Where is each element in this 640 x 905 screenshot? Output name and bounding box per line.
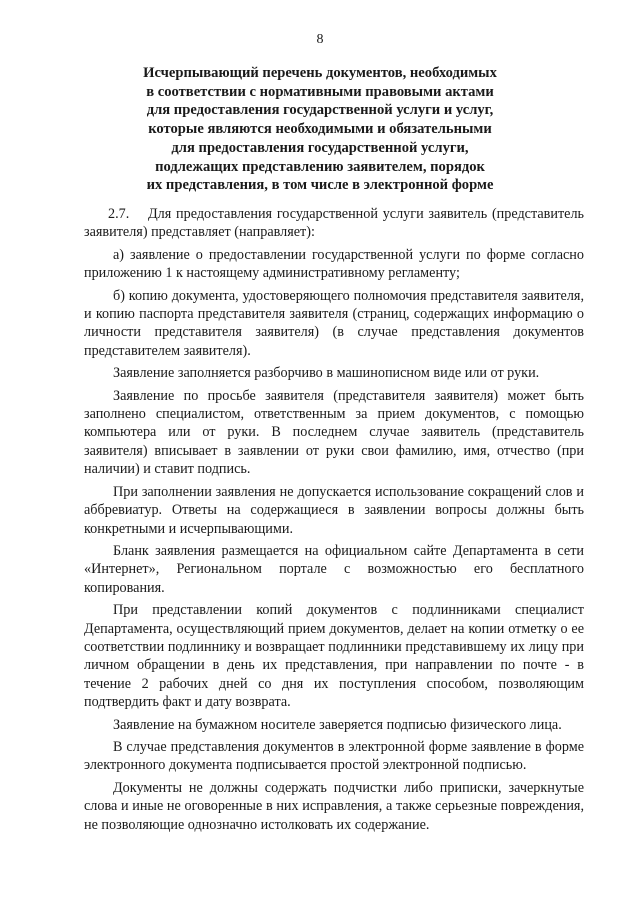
paragraph: При заполнении заявления не допускается использование сокращений слов и аббревиатур. Ответы на содержащиеся в заявлении вопросы должны быть конкретными и исчерпывающими. xyxy=(84,483,584,537)
section-title xyxy=(110,64,530,195)
section-title-line: для предоставления государственной услуги и услуг, xyxy=(146,102,494,119)
paragraph: При представлении копий документов с подлинниками специалист Департамента, осуществляющий прием документов, делает на копии отметку о ее соответствии подлиннику и возвращает подлинники представившему их лицу при личном обращении в день их представления, при направлении по почте - в течение 2 рабочих дней со дня их поступления способом, позволяющим подтвердить факт и дату возврата. xyxy=(84,602,584,711)
section-title-line: в соответствии с нормативными правовыми актами xyxy=(146,83,494,100)
paragraph: Заявление заполняется разборчиво в машинописном виде или от руки. xyxy=(113,365,540,382)
section-title-line: подлежащих представлению заявителем, порядок xyxy=(155,158,485,175)
paragraph: Заявление на бумажном носителе заверяется подписью физического лица. xyxy=(113,716,562,733)
section-title-line: их представления, в том числе в электронной форме xyxy=(146,177,494,194)
paragraph: а) заявление о предоставлении государственной услуги по форме согласно приложению 1 к настоящему административному регламенту; xyxy=(84,246,584,282)
paragraph: В случае представления документов в электронной форме заявление в форме электронного документа подписывается простой электронной подписью. xyxy=(84,738,584,774)
section-title-line: которые являются необходимыми и обязательными xyxy=(148,121,492,138)
paragraph: б) копию документа, удостоверяющего полномочия представителя заявителя, и копию паспорта представителя заявителя (страниц, содержащих информацию о личности представителя заявителя) (в случае представления документов представителем заявителя). xyxy=(84,287,584,359)
section-title-line: Исчерпывающий перечень документов, необходимых xyxy=(143,65,497,81)
paragraph-text: Для предоставления государственной услуги заявитель (представитель заявителя) представляет (направляет): xyxy=(84,206,584,241)
paragraph: Бланк заявления размещается на официальном сайте Департамента в сети «Интернет», Региональном портале с возможностью его бесплатного копирования. xyxy=(84,542,584,596)
clause-number: 2.7. xyxy=(108,206,130,222)
paragraph: Заявление по просьбе заявителя (представителя заявителя) может быть заполнено специалистом, ответственным за прием документов, с помощью компьютера или от руки. В последнем случае заявитель (представитель заявителя) вписывает в заявлении от руки свои фамилию, имя, отчество (при наличии) и ставит подпись. xyxy=(84,387,584,478)
paragraph-2-7 xyxy=(84,205,584,242)
document-body xyxy=(84,205,584,838)
page-number: 8 xyxy=(316,32,324,47)
section-title-line: для предоставления государственной услуги, xyxy=(171,139,469,156)
paragraph: Документы не должны содержать подчистки либо приписки, зачеркнутые слова и иные не оговоренные в них исправления, а также серьезные повреждения, не позволяющие однозначно истолковать их содержание. xyxy=(84,779,584,833)
